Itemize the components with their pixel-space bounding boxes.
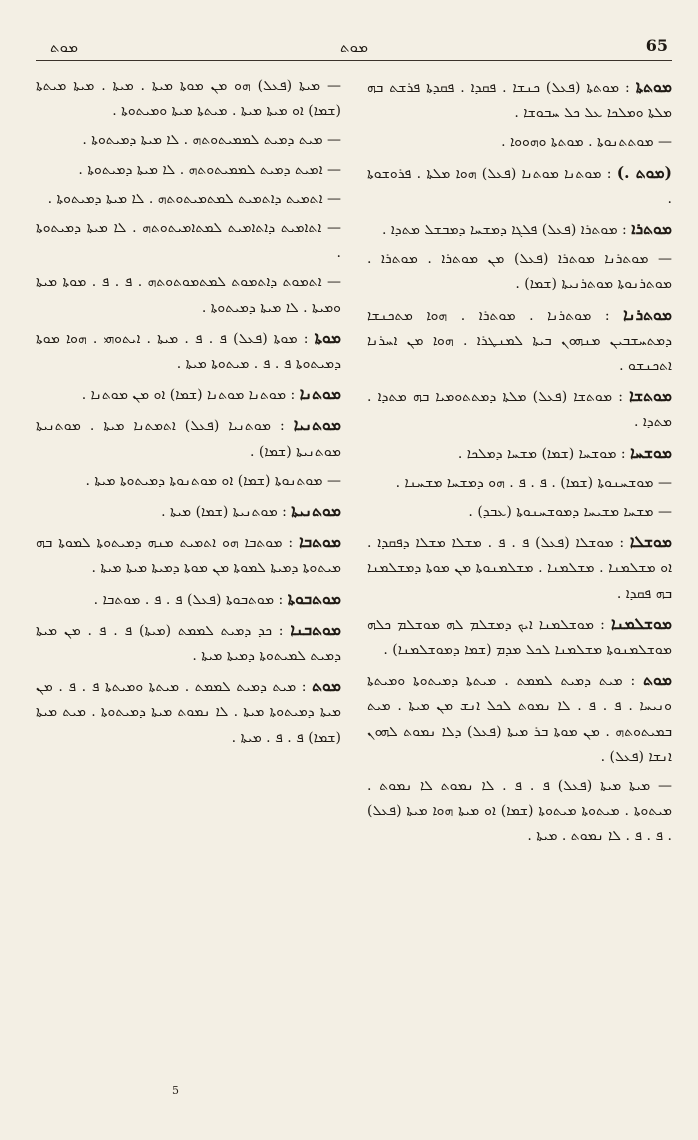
dictionary-entry xyxy=(36,498,341,525)
entry-text: — ܡܝܬ ܕܡܝܬ ܠܡܡܝܬܘܬܗ . ܠܐ ܡܝܬܐ ܕܡܝܬܘܬܐ . xyxy=(82,132,341,149)
dictionary-entry xyxy=(367,667,672,770)
dictionary-entry xyxy=(36,187,341,212)
entry-text: — ܡܝܬܐ (ܦܥܠ) ܗܘ ܡܢ ܡܘܬܐ ܡܝܬܐ . ܡܝܬܐ . ܡܝܬܐ ܡܝܬܬܐ (ܫܡܐ) ܐܘ ܡܝܬܐ ܡܝܬܐ . ܡܝܬܬܐ ܡܝܬܐ ܘܡܝܬܘܬܐ . xyxy=(36,78,341,120)
dictionary-entry xyxy=(36,412,341,464)
dictionary-entry xyxy=(367,774,672,850)
entry-text: : ܟܕ ܕܡܝܬ ܠܡܡܬ (ܡܝܬܐ) ܦ . ܦ . ܡܢ ܡܝܬܐ ܕܡܝܬ ܠܡܝܬܘܬܐ ܕܡܝܬܐ ܡܝܬܐ . xyxy=(36,622,341,665)
dictionary-entry xyxy=(36,529,341,581)
entry-text: — ܡܝܬܐ ܡܝܬܐ (ܦܥܠ) ܦ . ܦ . ܠܐ ܢܡܘܬ ܠܐ ܢܡܘܬ . ܡܝܬܘܬܐ . ܡܝܬܘܬܐ ܡܝܬܘܬܐ (ܫܡܐ) ܐܘ ܡܝܬܐ ܗܘܐ ܡܝܬܐ (ܦܥܠ) . ܦ . ܦ . ܠܐ ܢܡܘܬ . ܡܝܬܐ . xyxy=(367,778,672,845)
entry-text: — ܐܬܡܝܬ ܕܐܬܡܝܬ ܠܡܬܡܝܬܘܬܗ . ܠܐ ܡܝܬܐ ܕܡܝܬܘܬܐ . xyxy=(47,190,341,207)
entry-text: — ܐܬܡܘܬ ܕܐܬܡܘܬ ܠܡܬܡܘܬܘܬܗ . ܦ . ܦ . ܡܘܬܐ ܡܝܬܐ ܘܡܝܬܐ . ܠܐ ܡܝܬܐ ܕܡܝܬܘܬܐ . xyxy=(36,274,341,316)
entry-text: : ܡܘܬܢܝܬܐ (ܫܡܐ) ܡܝܬܐ . xyxy=(161,504,287,521)
entry-text: : ܡܘܫܚܐ (ܫܡܐ) ܡܫܚܐ ܕܡܠܟܐ . xyxy=(457,445,626,462)
entry-text: — ܡܫܚܐ ܡܫܝܚܐ ܕܡܘܫܚܢܘܬܐ (ܥܒܕ) . xyxy=(468,504,672,521)
entry-text: : ܡܘܬܪܐ (ܦܥܠ) ܦܠܓܐ ܕܡܫܚܐ ܕܡܒܫܠ ܡܬܕܐ . xyxy=(381,222,627,239)
entry-headword: ܡܘܬܒܐ xyxy=(299,532,341,552)
entry-headword: ܡܘܬܒܢܐ xyxy=(290,619,341,639)
dictionary-entry xyxy=(36,74,341,124)
dictionary-entry xyxy=(36,325,341,377)
entry-headword: ܡܘܬ xyxy=(312,676,342,696)
dictionary-entry xyxy=(367,247,672,297)
entry-text: : ܡܘܬܢܝܐ (ܦܥܠ) ܐܬܡܬܢܐ ܡܝܬܐ . ܡܘܬܢܝܬܐ ܡܘܬܢܝܬܐ (ܫܡܐ) . xyxy=(36,418,341,460)
dictionary-entry xyxy=(367,130,672,155)
dictionary-entry xyxy=(36,270,341,320)
entry-text: : ܡܘܬܬܐ (ܦܥܠ) ܟܢܫܐ . ܦܩܕܐ . ܦܩܕܬܐ ܦܪܫܬ ܒܗ ܡܠܬܐ ܘܡܠܟܐ ܥܠ ܟܠ ܚܒܘܫܐ . xyxy=(367,80,672,122)
right-column xyxy=(367,74,672,854)
dictionary-entry xyxy=(367,500,672,525)
dictionary-entry xyxy=(36,617,341,669)
dictionary-entry xyxy=(36,673,341,751)
entry-text: : ܡܘܫܠܐ (ܦܥܠ) ܦ . ܦ . ܡܫܠܐ ܡܫܠܐ ܕܦܩܕܐ . ܐܘ ܡܫܠܡܢܐ . ܡܫܠܡܢܐ . ܡܫܠܡܢܘܬܐ ܡܢ ܡܘܬܐ ܕܡܫܠܡܢܐ ܒܗ ܦܩܕܐ . xyxy=(367,535,672,602)
entry-text: : ܡܝܬ ܕܡܝܬ ܠܡܡܬ . ܡܝܬܬܐ ܘܡܝܬܬܐ ܦ . ܦ . ܡܢ ܡܝܬܐ ܕܡܝܬܘܬܐ ܡܝܬܐ . ܠܐ ܢܡܘܬ ܡܝܬܐ ܕܡܝܬܘܬܐ . ܡܝܬ ܡܝܬܐ (ܫܡܐ) ܦ . ܦ . ܡܝܬܐ . xyxy=(36,679,341,746)
dictionary-entry xyxy=(367,471,672,496)
dictionary-entry xyxy=(36,381,341,408)
dictionary-entry xyxy=(367,302,672,380)
entry-headword: ܡܘܬܒܘܬܐ xyxy=(287,588,341,608)
running-header xyxy=(36,34,672,61)
page-number: 65 xyxy=(645,36,668,55)
dictionary-entry xyxy=(36,469,341,494)
signature-mark: 5 xyxy=(172,1084,179,1097)
dictionary-entry xyxy=(367,529,672,607)
entry-text: : ܡܘܬܒܐ ܗܘ ܐܬܡܝܬ ܡܢܗ ܕܡܝܬܘܬܐ ܠܡܘܬܐ ܒܗ ܡܝܬܘܬܐ ܕܡܝܬܐ ܠܡܘܬܐ ܡܢ ܡܘܬܐ ܕܡܝܬܐ ܡܝܬܐ ܡܝܬܐ . xyxy=(36,535,341,577)
entry-headword: ܡܘܬܢܝܐ xyxy=(293,415,341,435)
entry-text: : ܡܘܬܐ (ܦܥܠ) ܦ . ܦ . ܡܝܬܐ . ܐܝܬܘܗܝ . ܗܘܐ ܡܘܬܐ ܕܡܝܬܘܬܐ ܦ . ܦ . ܡܝܬܘܬܐ ܡܝܬܐ . xyxy=(36,330,341,373)
entry-headword: ܡܘܬܐ xyxy=(314,327,341,347)
entry-text: : ܡܘܬܒܘܬܐ (ܦܥܠ) ܦ . ܦ . ܡܘܬܒܐ . xyxy=(93,591,284,608)
entry-headword: ܡܘܬܫܐ xyxy=(629,386,672,406)
dictionary-entry xyxy=(367,383,672,435)
entry-text: : ܡܘܬܪܢܐ . ܡܘܬܪܐ . ܗܘܐ ܡܬܟܢܫܐ ܕܡܬܚܫܒܝܢ ܡܢܗܘܢ ܒܝܬܐ ܠܡܢܛܪܐ . ܗܘܐ ܡܢ ܐܚܪܢܐ ܐܬܟܢܫܘ . xyxy=(367,307,672,375)
entry-text: : ܡܘܬܢܐ ܡܘܬܢܐ (ܫܡܐ) ܐܘ ܡܢ ܡܘܬܢܐ . xyxy=(81,387,296,404)
dictionary-entry xyxy=(367,74,672,126)
entry-headword: ܡܘܬܢܝܬܐ xyxy=(291,501,341,521)
entry-headword: (ܡܘܬ .) xyxy=(616,162,672,182)
entry-headword: ܡܘܬܢܐ xyxy=(299,384,341,404)
entry-headword: ܡܘܬܪܢܐ xyxy=(623,304,672,324)
entry-headword: ܡܘܫܠܐ xyxy=(629,532,672,552)
dictionary-entry xyxy=(367,611,672,663)
dictionary-entry xyxy=(36,216,341,266)
entry-headword: ܡܘܬ xyxy=(643,670,672,690)
entry-headword: ܡܘܫܚܐ xyxy=(630,442,672,462)
entry-text: — ܐܬܐܡܝܬ ܕܐܬܐܡܝܬ ܠܡܬܐܡܝܬܘܬܗ . ܠܐ ܡܝܬܐ ܕܡܝܬܘܬܐ . xyxy=(36,220,341,262)
dictionary-entry xyxy=(36,128,341,153)
entry-headword: ܡܘܬܬܐ xyxy=(635,77,672,96)
dictionary-page xyxy=(36,34,672,1114)
dictionary-entry xyxy=(36,586,341,613)
dictionary-entry xyxy=(367,440,672,467)
entry-text: : ܡܘܬܢܐ ܡܘܬܢܐ (ܦܥܠ) ܗܘܐ ܡܠܬܐ . ܦܪܘܫܘܬܐ . xyxy=(367,165,672,207)
entry-text: — ܡܘܬܬܢܘܬܐ . ܡܘܬܬܐ ܘܗܘܘܐ . xyxy=(501,134,672,151)
two-column-body xyxy=(36,74,672,854)
entry-text: — ܡܘܫܚܢܘܬܐ (ܫܡܐ) . ܦ . ܦ . ܗܘ ܕܡܫܚܐ ܡܫܚܢܐ . xyxy=(395,474,672,491)
left-column xyxy=(36,74,341,854)
dictionary-entry xyxy=(367,216,672,243)
dictionary-entry xyxy=(367,160,672,212)
dictionary-entry xyxy=(36,158,341,183)
entry-headword: ܡܘܫܠܡܢܐ xyxy=(610,613,672,633)
entry-text: : ܡܘܬܫܐ (ܦܥܠ) ܡܠܬܐ ܕܡܬܬܘܡܝܐ ܒܗ ܡܬܕܐ . ܡܬܕܐ . xyxy=(367,389,672,431)
header-left-headword: ܡܘܬ xyxy=(50,38,78,56)
entry-text: — ܐܡܝܬ ܕܡܝܬ ܠܡܡܝܬܘܬܗ . ܠܐ ܡܝܬܐ ܕܡܝܬܘܬܐ . xyxy=(78,161,341,178)
entry-text: — ܡܘܬܢܘܬܐ (ܫܡܐ) ܐܘ ܡܘܬܢܘܬܐ ܕܡܝܬܘܬܐ ܡܝܬܐ . xyxy=(85,472,341,489)
entry-headword: ܡܘܬܪܐ xyxy=(631,219,672,239)
entry-text: : ܡܘܫܠܡܢܐ ܐܝܟ ܕܡܫܠܡ ܠܗ ܡܘܫܠܡ ܟܠܗ ܡܘܫܠܡܢܘܬܐ ܡܫܠܡܢܐ ܠܟܠ ܡܕܡ (ܫܡܐ ܕܡܘܫܠܡܢܐ) . xyxy=(367,616,672,659)
entry-text: — ܡܘܬܪܢܐ ܡܘܬܪܐ (ܦܥܠ) ܡܢ ܡܘܬܪܐ . ܡܘܬܪܐ . ܡܘܬܪܢܘܬܐ ܡܘܬܪܢܝܬܐ (ܫܡܐ) . xyxy=(367,251,672,293)
entry-text: : ܡܝܬ ܕܡܝܬ ܠܡܡܬ . ܡܝܬܬܐ ܕܡܝܬܘܬܐ ܘܡܝܬܬܐ ܘܢܝܚܐ . ܦ . ܦ . ܠܐ ܢܡܘܬ ܠܟܠ ܐܢܫ ܡܢ ܡܝܬܐ . ܡܝܬ ܒܡܝܬܘܬܗ . ܡܢ ܡܘܬܐ ܒܪ ܡܝܬܐ (ܦܥܠ) ܕܠܐ ܢܡܘܬ ܠܗܘܢ ܐܢܫܐ (ܦܥܠ) . xyxy=(367,673,672,765)
header-center-title: ܡܘܬ xyxy=(340,38,368,56)
